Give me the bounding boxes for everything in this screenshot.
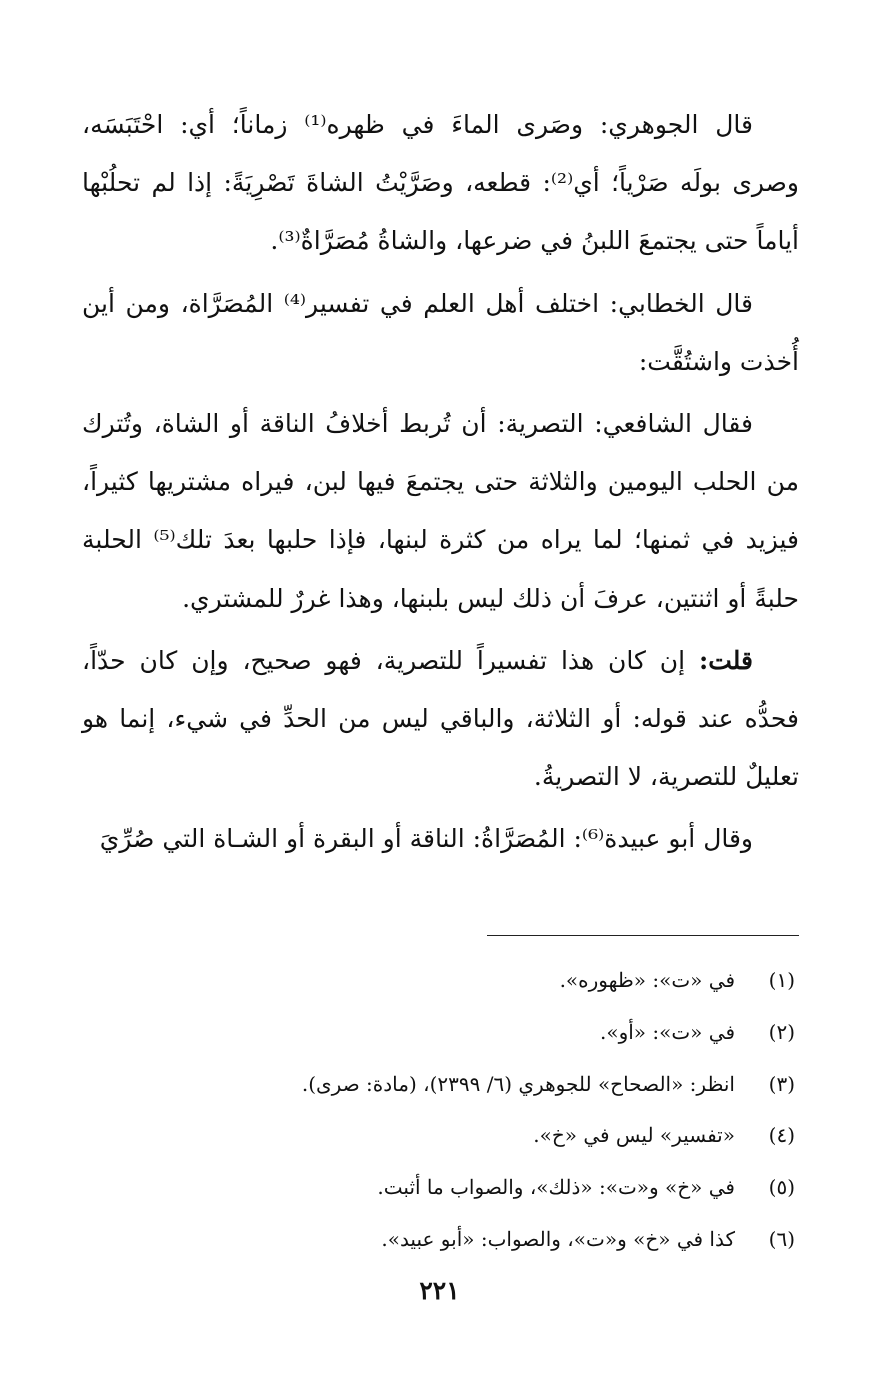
footnote-number: (٢) (768, 1019, 795, 1044)
paragraph-shafii (82, 395, 799, 628)
paragraph-text: وقال أبو عبيدة⁽⁶⁾: المُصَرَّاةُ: الناقة أو البقرة أو الشـاة التي صُرِّيَ (99, 824, 753, 854)
paragraph-khattabi (82, 275, 799, 391)
footnote-text: كذا في «خ» و«ت»، والصواب: «أبو عبيد». (381, 1226, 735, 1251)
footnotes (90, 955, 795, 1266)
footnote-text: في «ت»: «ظهوره». (559, 968, 735, 992)
paragraph-text: قال الجوهري: وصَرى الماءَ في ظهره⁽¹⁾ زماناً؛ أي: احْتَبَسَه، وصرى بولَه صَرْياً؛ أي⁽²⁾: قطعه، وصَرَّيْتُ الشاةَ تَصْرِيَةً: إذا لم تحلُبْها أياماً حتى يجتمعَ اللبنُ في ضرعها، والشاةُ مُصَرَّاةٌ⁽³⁾. (82, 110, 799, 256)
footnote-text: انظر: «الصحاح» للجوهري (٦/ ٢٣٩٩)، (مادة: صرى). (301, 1071, 735, 1096)
footnote-item (90, 955, 795, 1007)
paragraph-text: قال الخطابي: اختلف أهل العلم في تفسير⁽⁴⁾ المُصَرَّاة، ومن أين أُخذت واشتُقَّت: (82, 288, 799, 376)
footnote-number: (٤) (768, 1123, 795, 1148)
footnote-number: (٦) (768, 1226, 795, 1251)
footnote-item (90, 1059, 795, 1111)
page-number: ٢٢١ (419, 1276, 460, 1305)
footnote-number: (٥) (768, 1175, 795, 1200)
paragraph-lead: قلت: (698, 645, 753, 675)
footnote-item (90, 1214, 795, 1266)
paragraph-jawhari (82, 96, 799, 271)
footnote-separator (487, 935, 799, 936)
footnote-text: في «ت»: «أو». (599, 1019, 735, 1044)
paragraph-abu-ubayda (82, 810, 799, 868)
footnote-text: «تفسير» ليس في «خ». (533, 1123, 735, 1148)
paragraph-text: إن كان هذا تفسيراً للتصرية، فهو صحيح، وإن كان حدّاً، فحدُّه عند قوله: أو الثلاثة، والباقي ليس من الحدِّ في شيء، إنما هو تعليلٌ للتصرية، لا التصريةُ. (82, 645, 799, 792)
footnote-item (90, 1007, 795, 1059)
paragraph-qultu (82, 632, 799, 807)
footnote-number: (٣) (768, 1071, 795, 1096)
footnote-number: (١) (768, 968, 795, 992)
footnote-item (90, 1162, 795, 1214)
main-text (82, 96, 799, 869)
footnote-item (90, 1110, 795, 1162)
paragraph-text: فقال الشافعي: التصرية: أن تُربط أخلافُ الناقة أو الشاة، وتُترك من الحلب اليومين والثلاثة حتى يجتمعَ فيها لبن، فيراه مشتريها كثيراً، فيزيد في ثمنها؛ لما يراه من كثرة لبنها، فإذا حلبها بعدَ تلك⁽⁵⁾ الحلبة حلبةً أو اثنتين، عرفَ أن ذلك ليس بلبنها، وهذا غررٌ للمشتري. (82, 409, 800, 613)
footnote-text: في «خ» و«ت»: «ذلك»، والصواب ما أثبت. (377, 1175, 735, 1200)
